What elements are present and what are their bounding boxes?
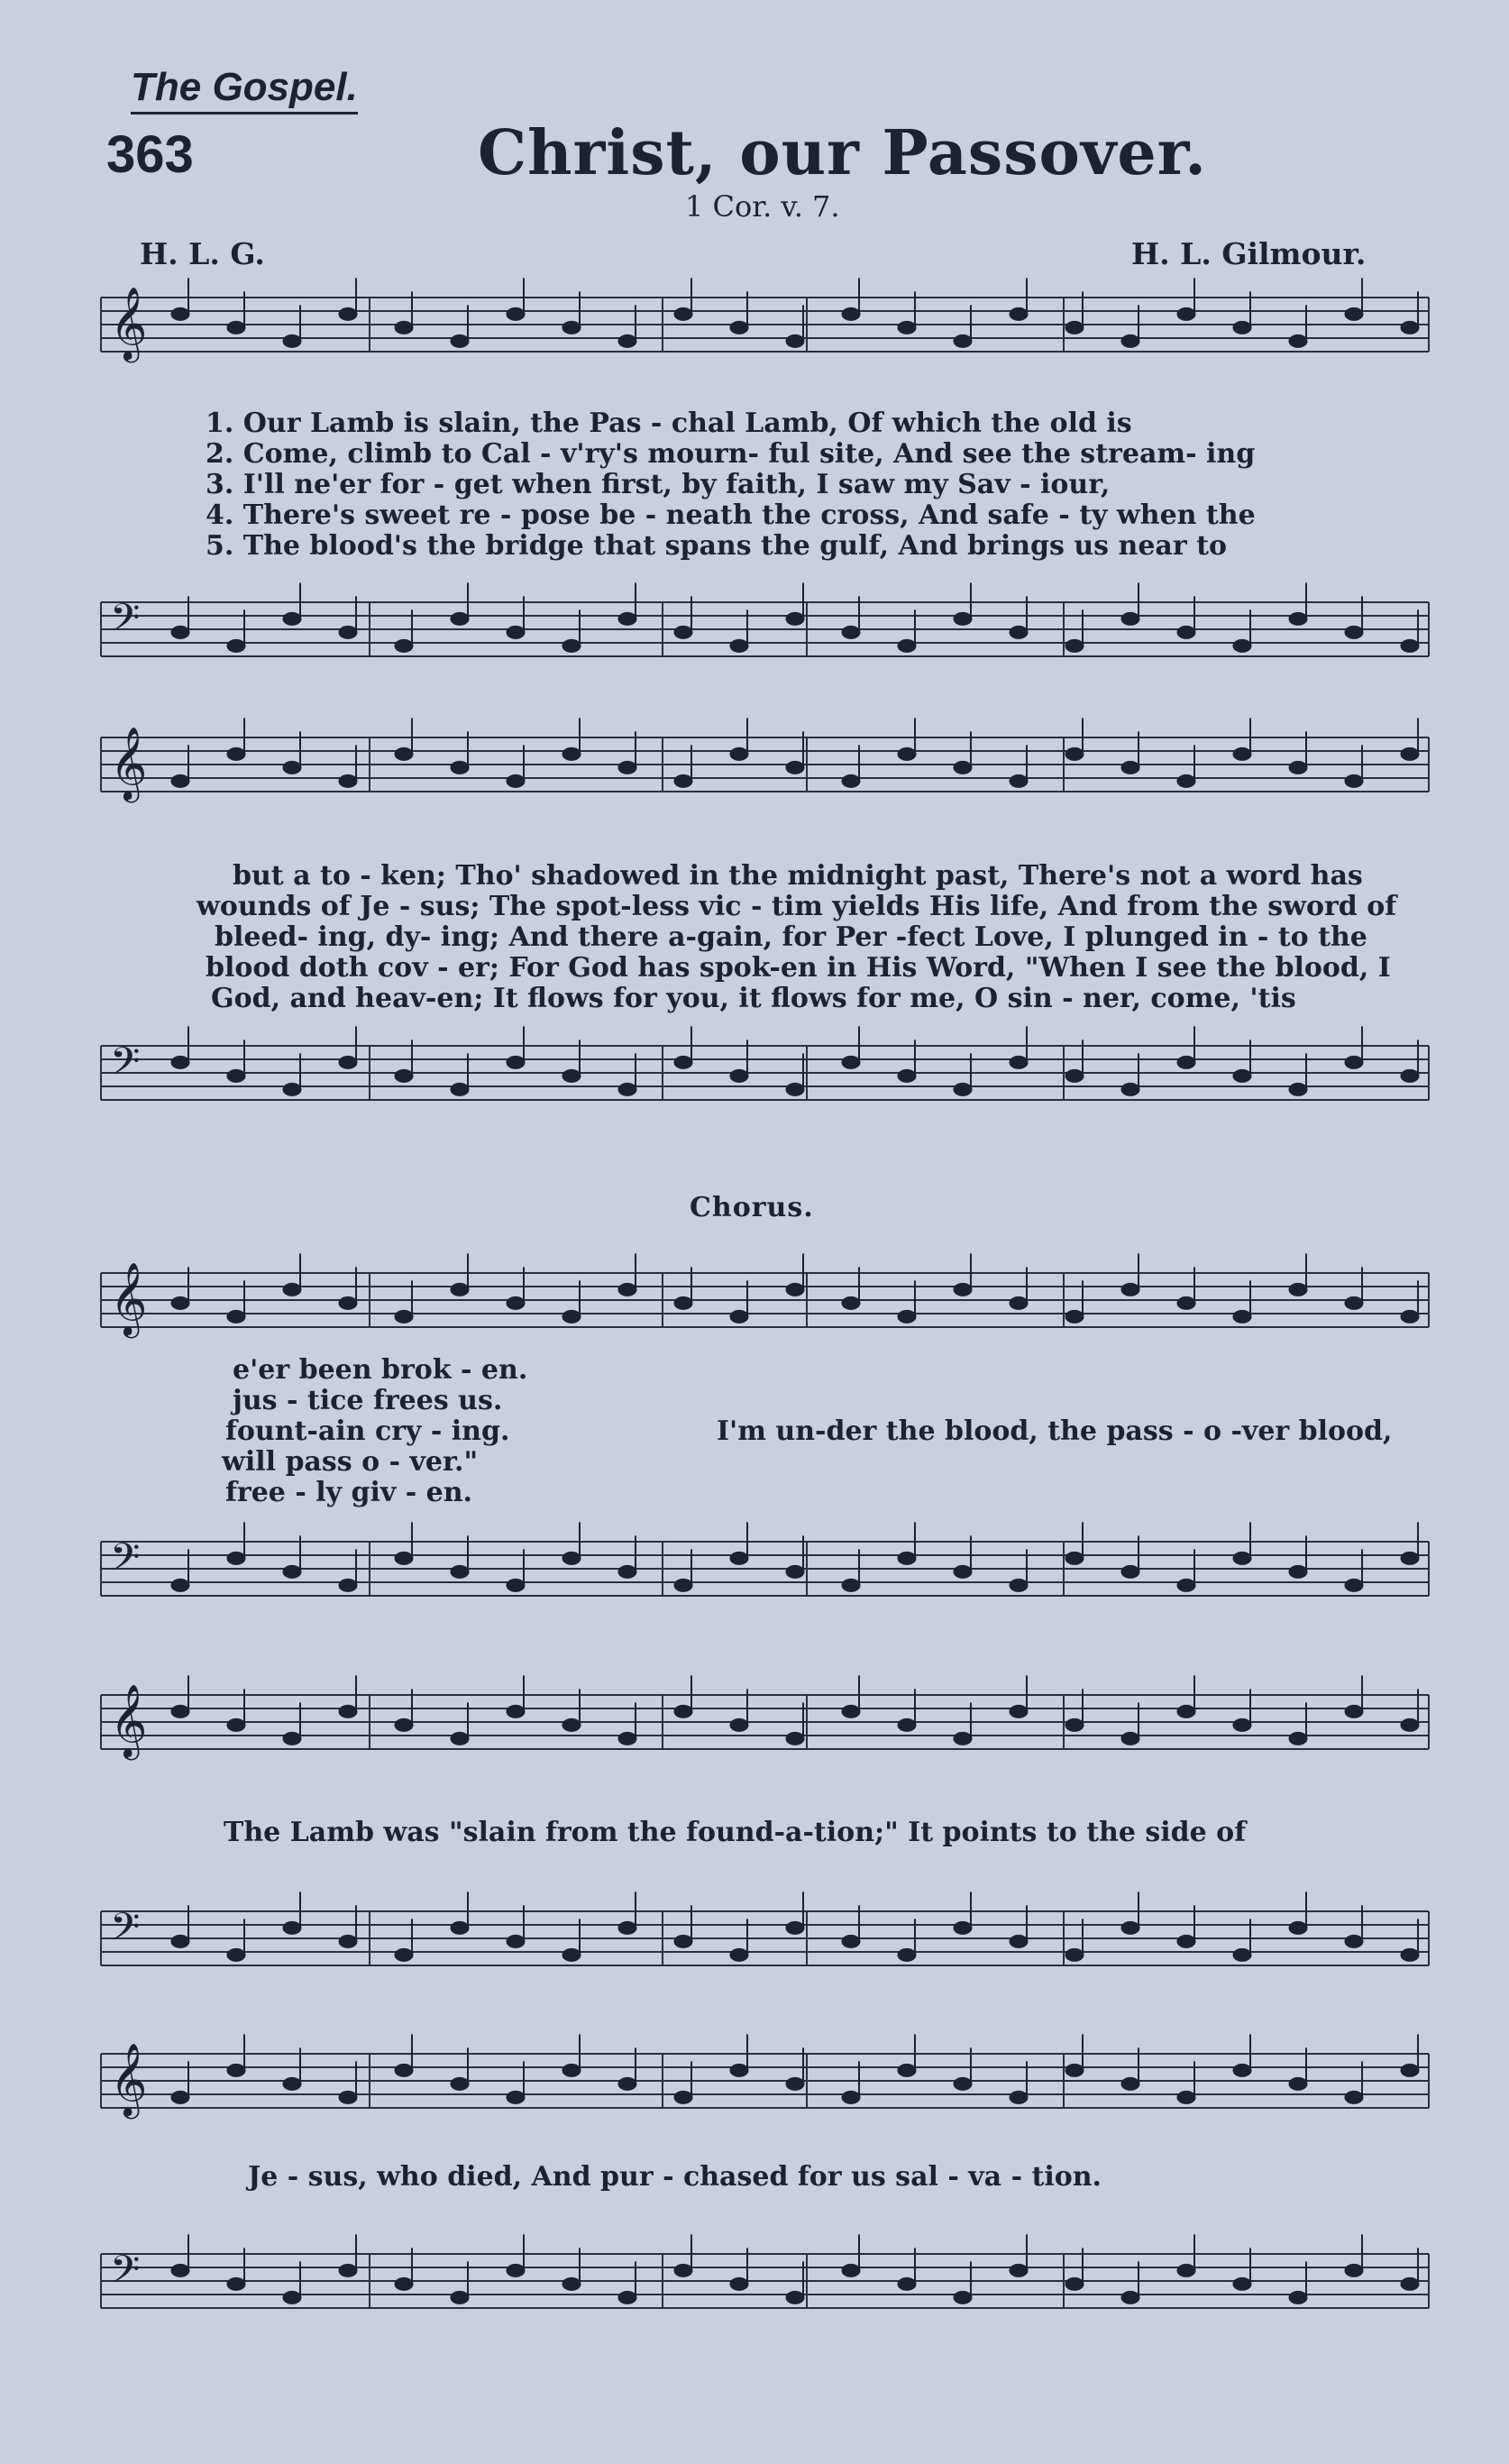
note-head	[618, 1083, 636, 1095]
note-head	[1177, 1705, 1195, 1717]
note-head	[339, 307, 357, 320]
note-head	[674, 1935, 692, 1947]
note-head	[1401, 1310, 1419, 1323]
note-head	[283, 2291, 301, 2304]
note-head	[898, 747, 916, 760]
note-head	[786, 1732, 804, 1745]
note-head	[1177, 1935, 1195, 1947]
verse-line-2: wounds of Je - sus; The spot-less vic - tim yields His life, And from the sword of	[197, 891, 1397, 922]
note-head	[1289, 1921, 1307, 1934]
note-head	[1177, 774, 1195, 787]
note-head	[1289, 2291, 1307, 2304]
note-head	[507, 1935, 525, 1947]
note-head	[618, 2077, 636, 2090]
treble-clef-icon: 𝄞	[110, 2042, 148, 2116]
note-head	[395, 1069, 413, 1082]
note-head	[395, 1552, 413, 1564]
note-head	[674, 2264, 692, 2276]
chorus-label: Chorus.	[690, 1192, 814, 1223]
note-head	[842, 1705, 860, 1717]
note-head	[674, 1705, 692, 1717]
note-head	[1010, 1935, 1028, 1947]
note-head	[1065, 1552, 1084, 1564]
note-head	[618, 612, 636, 625]
note-head	[227, 1069, 245, 1082]
verse-line-2: jus - tice frees us.	[233, 1385, 503, 1416]
note-head	[562, 1718, 581, 1731]
note-head	[1177, 1056, 1195, 1068]
note-head	[786, 1283, 804, 1296]
note-head	[1121, 1083, 1139, 1095]
note-head	[395, 1310, 413, 1323]
note-head	[898, 1552, 916, 1564]
note-head	[1065, 1310, 1084, 1323]
note-head	[562, 1948, 581, 1961]
note-head	[562, 321, 581, 334]
note-head	[1401, 1948, 1419, 1961]
note-head	[1345, 774, 1363, 787]
note-head	[562, 639, 581, 652]
note-head	[1010, 2091, 1028, 2103]
note-head	[171, 774, 189, 787]
note-head	[227, 1718, 245, 1731]
note-head	[339, 774, 357, 787]
note-head	[618, 1283, 636, 1296]
note-head	[730, 1069, 748, 1082]
note-head	[395, 2277, 413, 2290]
note-head	[1401, 747, 1419, 760]
note-head	[1177, 307, 1195, 320]
treble-clef-icon: 𝄞	[110, 1683, 148, 1757]
note-head	[283, 1565, 301, 1578]
note-head	[1121, 1921, 1139, 1934]
note-head	[786, 1083, 804, 1095]
note-head	[730, 2064, 748, 2076]
note-head	[283, 334, 301, 347]
note-head	[1065, 2277, 1084, 2290]
verse-line-2: 2. Come, climb to Cal - v'ry's mourn- ful site, And see the stream- ing	[206, 438, 1256, 470]
note-head	[786, 761, 804, 774]
note-head	[954, 2077, 972, 2090]
note-head	[1289, 1083, 1307, 1095]
note-head	[1289, 334, 1307, 347]
note-head	[1233, 2277, 1251, 2290]
composer: H. L. Gilmour.	[1131, 236, 1367, 271]
note-head	[1065, 1718, 1084, 1731]
note-head	[1121, 761, 1139, 774]
note-head	[1177, 1296, 1195, 1309]
note-head	[1289, 1732, 1307, 1745]
bass-clef-icon: 𝄢	[110, 1905, 141, 1959]
note-head	[339, 1705, 357, 1717]
note-head	[451, 2291, 469, 2304]
note-head	[1233, 2064, 1251, 2076]
note-head	[1345, 1935, 1363, 1947]
note-head	[954, 1083, 972, 1095]
note-head	[1177, 1579, 1195, 1591]
note-head	[1289, 2077, 1307, 2090]
verse-line-3: bleed- ing, dy- ing; And there a-gain, for Per -fect Love, I plunged in - to the	[215, 921, 1367, 953]
note-head	[618, 761, 636, 774]
note-head	[171, 1579, 189, 1591]
note-head	[1401, 2277, 1419, 2290]
note-head	[1289, 612, 1307, 625]
note-head	[1345, 307, 1363, 320]
note-head	[227, 639, 245, 652]
note-head	[730, 2277, 748, 2290]
note-head	[451, 761, 469, 774]
note-head	[507, 1579, 525, 1591]
note-head	[562, 1069, 581, 1082]
note-head	[339, 2264, 357, 2276]
note-head	[1289, 1283, 1307, 1296]
lyricist: H. L. G.	[140, 236, 265, 271]
note-head	[1010, 1705, 1028, 1717]
note-head	[1010, 2264, 1028, 2276]
verse-line-1: e'er been brok - en.	[233, 1354, 528, 1386]
note-head	[227, 1948, 245, 1961]
note-head	[954, 1732, 972, 1745]
note-head	[730, 1948, 748, 1961]
note-head	[451, 1283, 469, 1296]
note-head	[227, 2277, 245, 2290]
note-head	[283, 1921, 301, 1934]
note-head	[395, 1718, 413, 1731]
note-head	[171, 2091, 189, 2103]
treble-clef-icon: 𝄞	[110, 286, 148, 360]
note-head	[339, 1579, 357, 1591]
note-head	[171, 1056, 189, 1068]
note-head	[786, 1921, 804, 1934]
note-head	[1233, 1552, 1251, 1564]
note-head	[507, 774, 525, 787]
note-head	[1121, 334, 1139, 347]
note-head	[171, 1935, 189, 1947]
chorus-lyric: I'm un-der the blood, the pass - o -ver blood,	[717, 1415, 1393, 1447]
treble-clef-icon: 𝄞	[110, 1261, 148, 1335]
note-head	[1233, 747, 1251, 760]
note-head	[898, 639, 916, 652]
note-head	[898, 1948, 916, 1961]
note-head	[1233, 1718, 1251, 1731]
note-head	[1065, 1069, 1084, 1082]
note-head	[1121, 1283, 1139, 1296]
verse-line-4: 4. There's sweet re - pose be - neath the cross, And safe - ty when the	[206, 499, 1256, 531]
note-head	[339, 1296, 357, 1309]
note-head	[674, 2091, 692, 2103]
note-head	[395, 321, 413, 334]
chorus-lyric: The Lamb was "slain from the found-a-tion;" It points to the side of	[224, 1817, 1247, 1848]
verse-line-3: fount-ain cry - ing.	[225, 1415, 510, 1447]
hymn-title: Christ, our Passover.	[478, 117, 1207, 189]
note-head	[1233, 1310, 1251, 1323]
note-head	[1233, 1948, 1251, 1961]
chorus-lyric: Je - sus, who died, And pur - chased for us sal - va - tion.	[248, 2161, 1102, 2193]
note-head	[1401, 1718, 1419, 1731]
note-head	[339, 1935, 357, 1947]
note-head	[1010, 626, 1028, 638]
note-head	[1010, 1056, 1028, 1068]
note-head	[842, 307, 860, 320]
note-head	[618, 334, 636, 347]
note-head	[283, 1732, 301, 1745]
section-label: The Gospel.	[131, 65, 358, 114]
note-head	[451, 612, 469, 625]
note-head	[618, 1565, 636, 1578]
note-head	[171, 2264, 189, 2276]
note-head	[842, 1056, 860, 1068]
note-head	[730, 321, 748, 334]
note-head	[954, 1921, 972, 1934]
note-head	[339, 2091, 357, 2103]
note-head	[1121, 612, 1139, 625]
note-head	[786, 1565, 804, 1578]
note-head	[842, 1935, 860, 1947]
note-head	[507, 1705, 525, 1717]
note-head	[1177, 2264, 1195, 2276]
bass-clef-icon: 𝄢	[110, 2248, 141, 2302]
note-head	[227, 1310, 245, 1323]
note-head	[1345, 1705, 1363, 1717]
note-head	[171, 1296, 189, 1309]
note-head	[283, 2077, 301, 2090]
note-head	[674, 626, 692, 638]
bass-clef-icon: 𝄢	[110, 1535, 141, 1589]
note-head	[171, 307, 189, 320]
note-head	[507, 2264, 525, 2276]
note-head	[674, 307, 692, 320]
note-head	[1065, 1948, 1084, 1961]
note-head	[283, 1083, 301, 1095]
note-head	[954, 334, 972, 347]
note-head	[842, 626, 860, 638]
note-head	[507, 2091, 525, 2103]
note-head	[1233, 321, 1251, 334]
note-head	[1065, 2064, 1084, 2076]
note-head	[227, 2064, 245, 2076]
note-head	[1177, 2091, 1195, 2103]
note-head	[898, 1069, 916, 1082]
note-head	[786, 2077, 804, 2090]
note-head	[954, 761, 972, 774]
note-head	[1121, 2077, 1139, 2090]
note-head	[1345, 1056, 1363, 1068]
note-head	[1345, 2264, 1363, 2276]
note-head	[507, 1056, 525, 1068]
note-head	[898, 321, 916, 334]
note-head	[1345, 626, 1363, 638]
note-head	[1289, 761, 1307, 774]
note-head	[1401, 639, 1419, 652]
note-head	[842, 1296, 860, 1309]
verse-line-1: but a to - ken; Tho' shadowed in the midnight past, There's not a word has	[233, 860, 1363, 892]
note-head	[227, 1552, 245, 1564]
note-head	[507, 626, 525, 638]
scripture-reference: 1 Cor. v. 7.	[685, 189, 840, 224]
note-head	[842, 2264, 860, 2276]
note-head	[1121, 2291, 1139, 2304]
verse-line-1: 1. Our Lamb is slain, the Pas - chal Lamb, Of which the old is	[206, 408, 1132, 439]
note-head	[1233, 1069, 1251, 1082]
note-head	[339, 1056, 357, 1068]
note-head	[1121, 1732, 1139, 1745]
note-head	[618, 2291, 636, 2304]
note-head	[1401, 321, 1419, 334]
note-head	[786, 612, 804, 625]
note-head	[562, 747, 581, 760]
bass-clef-icon: 𝄢	[110, 596, 141, 650]
note-head	[451, 1083, 469, 1095]
note-head	[1010, 1296, 1028, 1309]
note-head	[898, 1718, 916, 1731]
note-head	[1345, 2091, 1363, 2103]
verse-line-5: 5. The blood's the bridge that spans the gulf, And brings us near to	[206, 530, 1227, 562]
note-head	[451, 334, 469, 347]
note-head	[395, 1948, 413, 1961]
note-head	[283, 612, 301, 625]
note-head	[227, 747, 245, 760]
note-head	[1065, 321, 1084, 334]
bass-clef-icon: 𝄢	[110, 1040, 141, 1094]
note-head	[1121, 1565, 1139, 1578]
note-head	[395, 747, 413, 760]
treble-clef-icon: 𝄞	[110, 726, 148, 800]
note-head	[674, 774, 692, 787]
note-head	[562, 1552, 581, 1564]
note-head	[451, 2077, 469, 2090]
note-head	[786, 2291, 804, 2304]
note-head	[171, 626, 189, 638]
note-head	[954, 1565, 972, 1578]
note-head	[1345, 1579, 1363, 1591]
note-head	[618, 1921, 636, 1934]
note-head	[507, 307, 525, 320]
note-head	[786, 334, 804, 347]
note-head	[898, 2277, 916, 2290]
note-head	[395, 639, 413, 652]
note-head	[283, 761, 301, 774]
verse-line-3: 3. I'll ne'er for - get when first, by faith, I saw my Sav - iour,	[206, 469, 1111, 500]
note-head	[1010, 774, 1028, 787]
verse-line-4: blood doth cov - er; For God has spok-en in His Word, "When I see the blood, I	[206, 952, 1391, 984]
note-head	[954, 1283, 972, 1296]
verse-line-5: God, and heav-en; It flows for you, it flows for me, O sin - ner, come, 'tis	[211, 983, 1296, 1014]
note-head	[562, 2064, 581, 2076]
note-head	[730, 1718, 748, 1731]
note-head	[339, 626, 357, 638]
note-head	[283, 1283, 301, 1296]
note-head	[1345, 1296, 1363, 1309]
note-head	[1065, 747, 1084, 760]
note-head	[674, 1579, 692, 1591]
note-head	[674, 1056, 692, 1068]
note-head	[954, 2291, 972, 2304]
note-head	[898, 2064, 916, 2076]
verse-line-5: free - ly giv - en.	[225, 1477, 472, 1508]
note-head	[842, 1579, 860, 1591]
note-head	[1010, 1579, 1028, 1591]
note-head	[618, 1732, 636, 1745]
note-head	[730, 639, 748, 652]
note-head	[451, 1921, 469, 1934]
note-head	[674, 1296, 692, 1309]
note-head	[842, 774, 860, 787]
note-head	[1177, 626, 1195, 638]
hymn-number: 363	[106, 125, 194, 184]
note-head	[730, 1552, 748, 1564]
note-head	[1401, 1069, 1419, 1082]
note-head	[1289, 1565, 1307, 1578]
note-head	[1010, 307, 1028, 320]
note-head	[730, 1310, 748, 1323]
note-head	[1065, 639, 1084, 652]
note-head	[730, 747, 748, 760]
note-head	[507, 1296, 525, 1309]
verse-line-4: will pass o - ver."	[222, 1446, 479, 1478]
note-head	[1233, 639, 1251, 652]
note-head	[562, 2277, 581, 2290]
note-head	[842, 2091, 860, 2103]
note-head	[227, 321, 245, 334]
note-head	[562, 1310, 581, 1323]
note-head	[451, 1732, 469, 1745]
note-head	[451, 1565, 469, 1578]
note-head	[395, 2064, 413, 2076]
note-head	[1401, 1552, 1419, 1564]
note-head	[1401, 2064, 1419, 2076]
note-head	[898, 1310, 916, 1323]
note-head	[171, 1705, 189, 1717]
note-head	[954, 612, 972, 625]
